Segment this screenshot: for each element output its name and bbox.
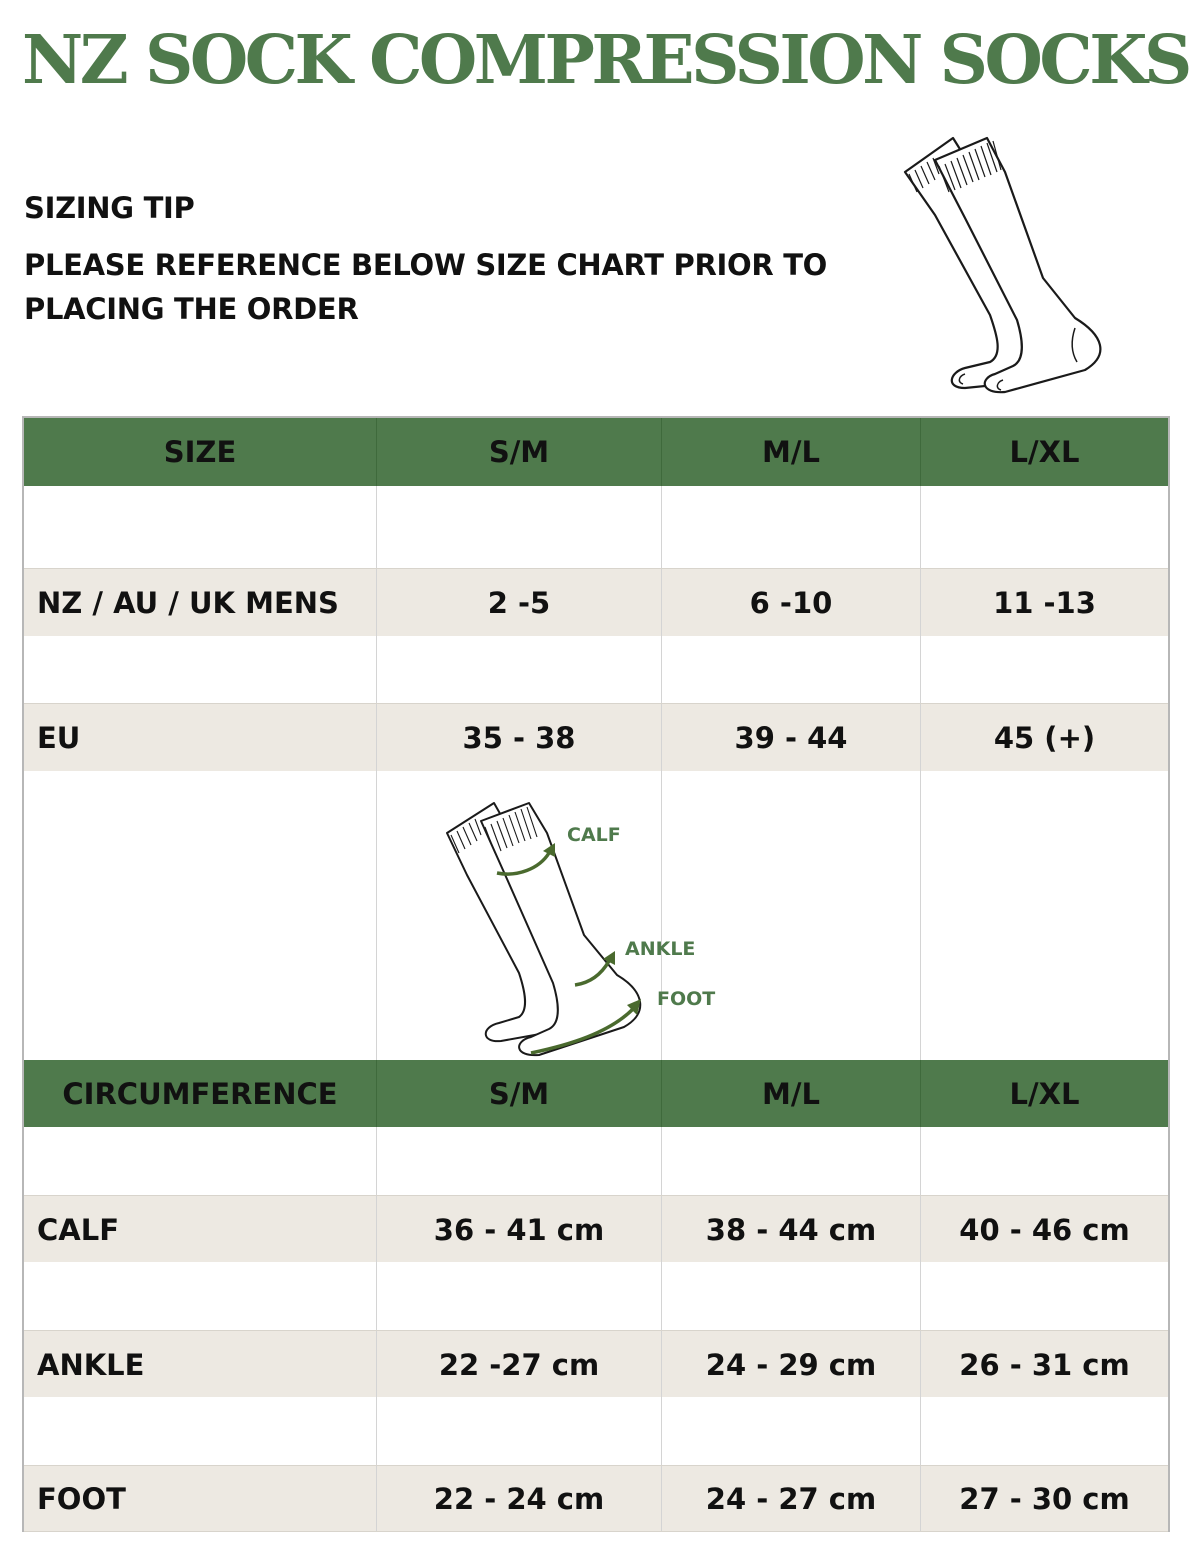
circumference-header-row	[24, 1060, 1168, 1127]
table-row	[24, 568, 1168, 638]
table-cell: 26 - 31 cm	[959, 1347, 1130, 1382]
size-header-cell: L/XL	[1009, 435, 1080, 469]
sizing-tip-line-1: PLEASE REFERENCE BELOW SIZE CHART PRIOR TO	[24, 248, 828, 282]
table-cell: 35 - 38	[377, 704, 662, 772]
size-header-cell: S/M	[377, 418, 662, 486]
table-cell: 38 - 44 cm	[662, 1196, 921, 1263]
spacer-row	[24, 1127, 1168, 1195]
size-header-row	[24, 418, 1168, 486]
measurement-diagram	[419, 795, 719, 1075]
row-label: CALF	[24, 1196, 377, 1263]
socks-illustration	[895, 130, 1125, 400]
table-cell: 11 -13	[993, 586, 1096, 620]
spacer-row	[24, 486, 1168, 568]
table-cell: 40 - 46 cm	[959, 1212, 1130, 1247]
size-header-cell: M/L	[662, 418, 921, 486]
circumference-header-cell: S/M	[377, 1060, 662, 1127]
circumference-header-cell: L/XL	[1009, 1076, 1080, 1111]
foot-label: FOOT	[657, 988, 716, 1010]
calf-label: CALF	[567, 824, 621, 846]
table-row	[24, 1465, 1168, 1532]
table-cell: 24 - 27 cm	[662, 1466, 921, 1531]
table-cell: 6 -10	[662, 569, 921, 637]
table-cell: 24 - 29 cm	[662, 1331, 921, 1398]
sizing-tip-heading: SIZING TIP	[24, 191, 195, 225]
sizing-tip-line-2: PLACING THE ORDER	[24, 292, 359, 326]
size-chart-table	[22, 416, 1170, 1532]
row-label: EU	[24, 704, 377, 772]
spacer-row	[24, 636, 1168, 703]
row-label: NZ / AU / UK MENS	[24, 569, 377, 637]
row-label: FOOT	[24, 1466, 377, 1531]
circumference-header-cell: CIRCUMFERENCE	[24, 1060, 377, 1127]
ankle-label: ANKLE	[625, 938, 696, 960]
table-row	[24, 703, 1168, 773]
table-cell: 2 -5	[377, 569, 662, 637]
row-label: ANKLE	[24, 1331, 377, 1398]
table-cell: 22 - 24 cm	[377, 1466, 662, 1531]
page-title: NZ SOCK COMPRESSION SOCKS	[22, 20, 1189, 99]
table-cell: 45 (+)	[993, 721, 1096, 755]
table-row	[24, 1330, 1168, 1399]
table-cell: 22 -27 cm	[377, 1331, 662, 1398]
spacer-row	[24, 1262, 1168, 1330]
table-cell: 27 - 30 cm	[959, 1481, 1130, 1516]
table-cell: 39 - 44	[662, 704, 921, 772]
table-cell: 36 - 41 cm	[377, 1196, 662, 1263]
table-row	[24, 1195, 1168, 1264]
spacer-row	[24, 1397, 1168, 1465]
size-header-cell: SIZE	[24, 418, 377, 486]
circumference-header-cell: M/L	[662, 1060, 921, 1127]
